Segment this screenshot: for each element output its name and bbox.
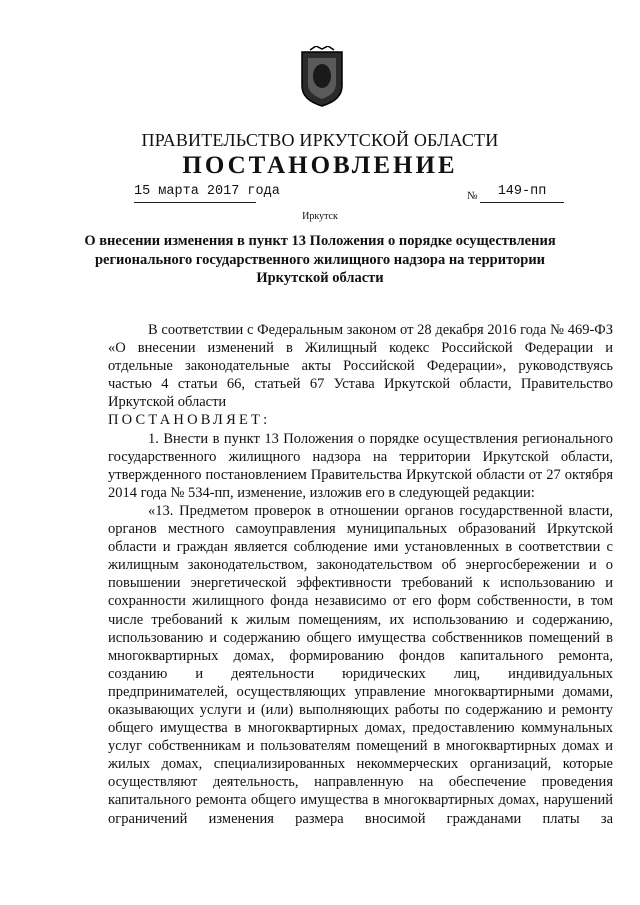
government-name: ПРАВИТЕЛЬСТВО ИРКУТСКОЙ ОБЛАСТИ: [141, 130, 499, 150]
quoted-paragraph-13: «13. Предметом проверок в отношении органов государственной власти, органов местного самоуправления муниципальных образований Иркутской области и граждан является соблюдение ими установленных в соответствии с жилищным законодательством, законодательством об энергосбережении и о повышении энергетической эффективности требований к использованию и сохранности жилищного фонда независимо от его форм собственности, в том числе требований к жилым помещениям, их использованию и содержанию, использованию и содержанию общего имущества собственников помещений в многоквартирных домах, формированию фондов капитального ремонта, созданию и деятельности юридических лиц, индивидуальных предпринимателей, осуществляющих управление многоквартирными домами, оказывающих услуги и (или) выполняющих работы по содержанию и ремонту общего имущества в многоквартирных домах, предоставлению коммунальных услуг собственникам и пользователям помещений в многоквартирных домах и жилых домах, специализированных некоммерческих организаций, которые осуществляют деятельность, направленную на обеспечение проведения капитального ремонта общего имущества в многоквартирных домах, нарушений ограничений изменения размера вносимой гражданами платы за: [108, 502, 613, 827]
document-type-heading: ПОСТАНОВЛЕНИЕ: [182, 152, 458, 179]
document-title: О внесении изменения в пункт 13 Положения о порядке осуществления регионального государственного жилищного надзора на территории Иркутской области: [84, 233, 556, 286]
number-sign: №: [467, 190, 478, 202]
document-number: 149-пп: [480, 184, 564, 203]
document-date: 15 марта 2017 года: [134, 184, 256, 203]
resolves-heading: ПОСТАНОВЛЯЕТ:: [108, 412, 271, 429]
coat-of-arms-emblem: [298, 46, 346, 108]
preamble-paragraph: В соответствии с Федеральным законом от 28 декабря 2016 года № 469-ФЗ «О внесении изменений в Жилищный кодекс Российской Федерации и отдельные законодательные акты Российской Федерации», руководствуясь частью 4 статьи 66, статьей 67 Устава Иркутской области, Правительство Иркутской области: [108, 322, 613, 411]
item-1-paragraph: 1. Внести в пункт 13 Положения о порядке осуществления регионального государственного жилищного надзора на территории Иркутской области, утвержденного постановлением Правительства Иркутской области от 27 октября 2014 года № 534-пп, изменение, изложив его в следующей редакции:: [108, 430, 613, 501]
document-body: [108, 321, 613, 828]
city-name: Иркутск: [302, 211, 338, 222]
